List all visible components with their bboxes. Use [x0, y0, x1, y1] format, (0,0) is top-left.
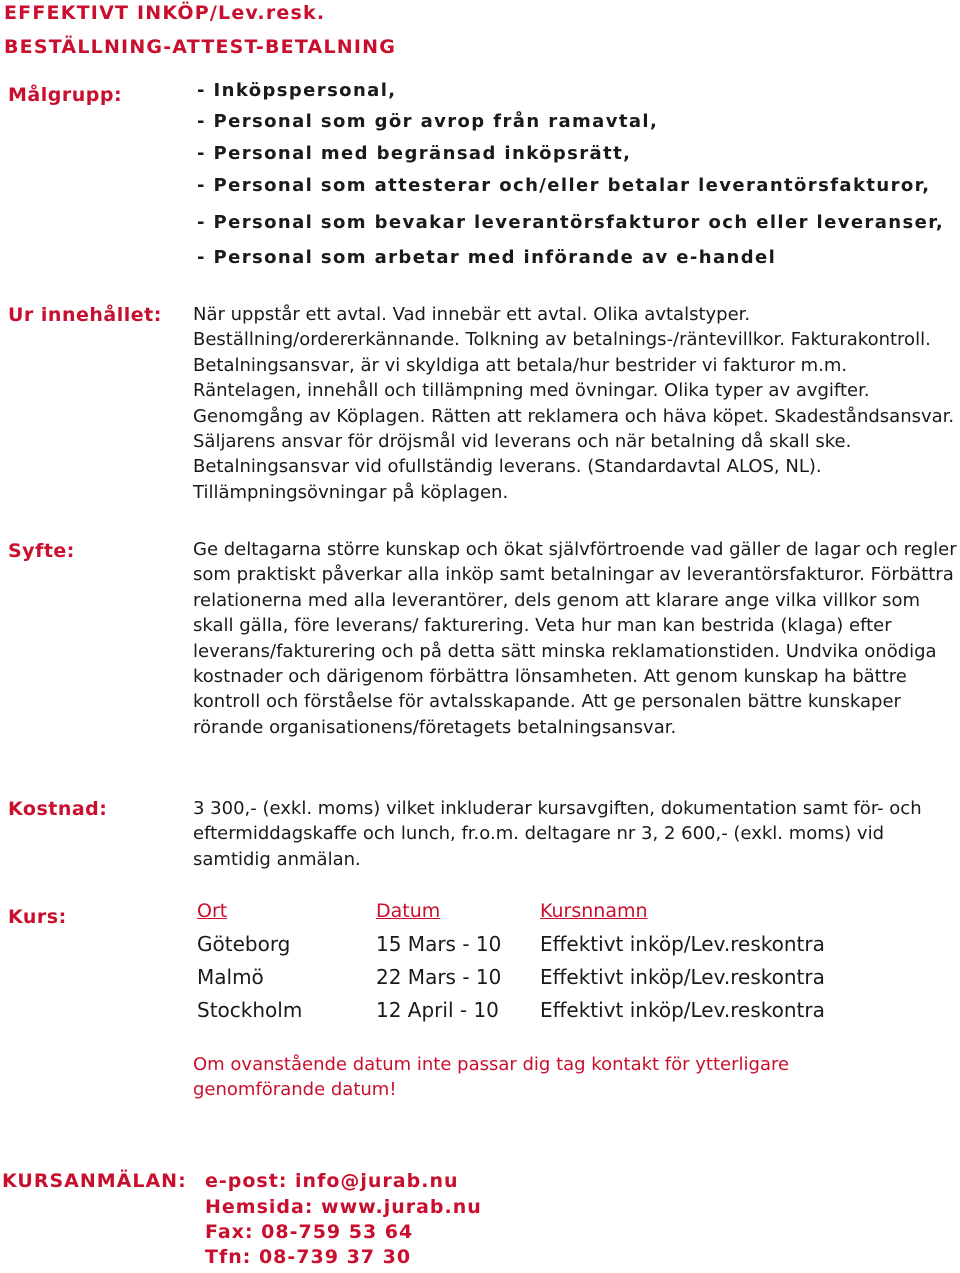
contact-email[interactable]: e-post: info@jurab.nu — [205, 1170, 459, 1192]
malgrupp-item: - Inköpspersonal, — [197, 80, 397, 101]
header-datum: Datum — [376, 900, 441, 922]
syfte-label: Syfte: — [8, 540, 75, 562]
malgrupp-item: - Personal med begränsad inköpsrätt, — [197, 143, 632, 164]
header-ort: Ort — [197, 900, 228, 922]
course-datum: 12 April - 10 — [376, 998, 499, 1022]
malgrupp-item: - Personal som bevakar leverantörsfakturor och eller leveranser, — [197, 212, 945, 233]
kostnad-label: Kostnad: — [8, 798, 108, 820]
course-name: Effektivt inköp/Lev.reskontra — [540, 932, 825, 956]
syfte-text: Ge deltagarna större kunskap och ökat självförtroende vad gäller de lagar och regler som praktiskt påverkar alla inköp samt betalningar av leverantörsfakturor. Förbättra relationerna med alla leverantörer, dels genom att klarare ange vilka villkor som skall gälla, före leverans/ fakturering. Veta hur man kan bestrida (klaga) efter leverans/fakturering och på detta sätt minska reklamationstiden. Undvika onödiga kostnader och därigenom förbättra lönsamheten. Att genom kunskap ha bättre kontroll och förståelse för avtalsskapande. Att ge personalen bättre kunskaper rörande organisationens/företagets betalningsansvar. — [193, 539, 957, 738]
course-name: Effektivt inköp/Lev.reskontra — [540, 998, 825, 1022]
course-ort: Göteborg — [197, 932, 291, 956]
course-date-note: Om ovanstående datum inte passar dig tag kontakt för ytterligare genomförande datum! — [193, 1054, 790, 1101]
malgrupp-item: - Personal som gör avrop från ramavtal, — [197, 111, 659, 132]
header-kursnamn: Kursnnamn — [540, 900, 648, 922]
course-name: Effektivt inköp/Lev.reskontra — [540, 965, 825, 989]
document-title: EFFEKTIVT INKÖP/Lev.resk. — [4, 2, 326, 24]
course-ort: Malmö — [197, 965, 264, 989]
anmalan-label: KURSANMÄLAN: — [2, 1170, 187, 1192]
kostnad-text: 3 300,- (exkl. moms) vilket inkluderar kursavgiften, dokumentation samt för- och eftermiddagskaffe och lunch, fr.o.m. deltagare nr 3, 2 600,- (exkl. moms) vid samtidig anmälan. — [193, 798, 922, 870]
course-datum: 22 Mars - 10 — [376, 965, 502, 989]
innehall-label: Ur innehållet: — [8, 304, 162, 326]
kurs-label: Kurs: — [8, 906, 67, 928]
malgrupp-label: Målgrupp: — [8, 84, 123, 106]
course-ort: Stockholm — [197, 998, 303, 1022]
document-subtitle: BESTÄLLNING-ATTEST-BETALNING — [4, 36, 397, 58]
contact-website[interactable]: Hemsida: www.jurab.nu — [205, 1196, 482, 1218]
contact-phone: Tfn: 08-739 37 30 — [205, 1246, 412, 1268]
innehall-text: När uppstår ett avtal. Vad innebär ett avtal. Olika avtalstyper. Beställning/ordererkännande. Tolkning av betalnings-/räntevillkor. Fakturakontroll. Betalningsansvar, är vi skyldiga att betala/hur bestrider vi fakturor m.m. Räntelagen, innehåll och tillämpning med övningar. Olika typer av avgifter. Genomgång av Köplagen. Rätten att reklamera och häva köpet. Skadeståndsansvar. Säljarens ansvar för dröjsmål vid leverans och när betalning då skall ske. Betalningsansvar vid ofullständig leverans. (Standardavtal ALOS, NL). Tillämpningsövningar på köplagen. — [193, 304, 955, 503]
course-datum: 15 Mars - 10 — [376, 932, 502, 956]
contact-fax: Fax: 08-759 53 64 — [205, 1221, 414, 1243]
malgrupp-item: - Personal som arbetar med införande av e-handel — [197, 247, 777, 268]
malgrupp-item: - Personal som attesterar och/eller betalar leverantörsfakturor, — [197, 175, 931, 196]
